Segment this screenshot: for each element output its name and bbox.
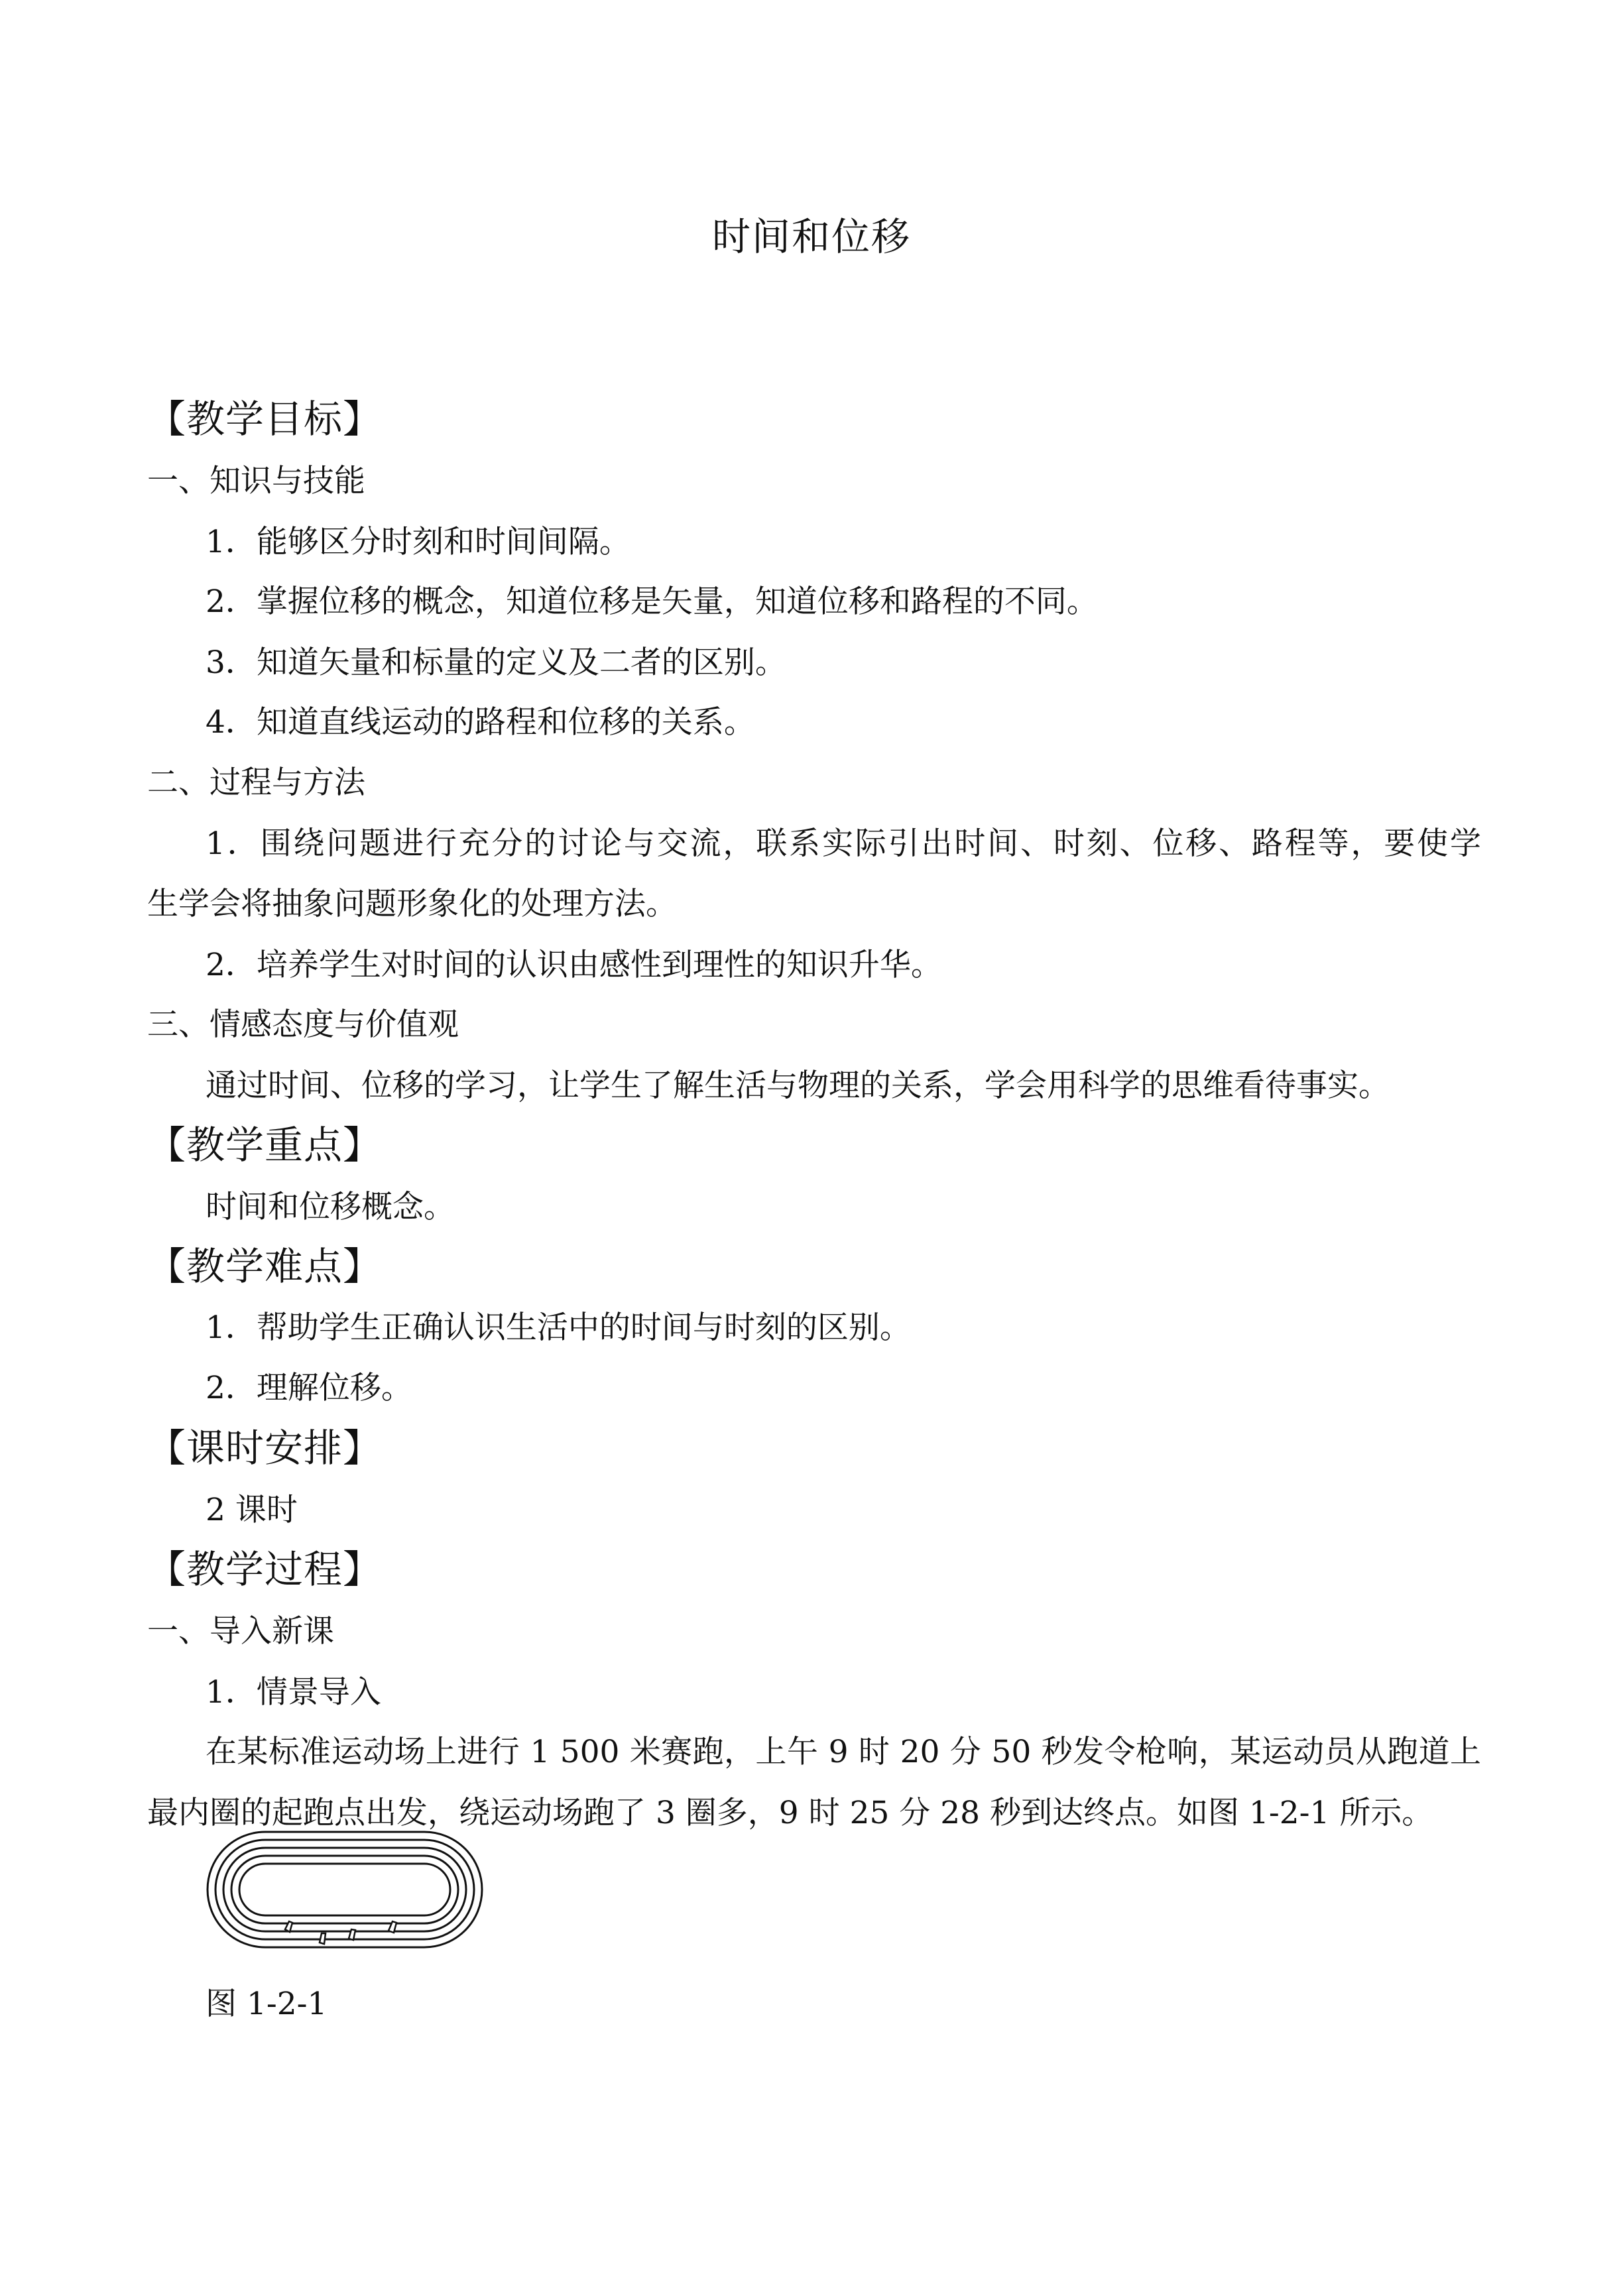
list-item: 2．培养学生对时间的认识由感性到理性的知识升华。 [206, 947, 942, 983]
list-item: 3．知道矢量和标量的定义及二者的区别。 [206, 644, 786, 681]
section-heading-key-points: 【教学重点】 [147, 1122, 383, 1168]
subsection-heading-intro: 一、导入新课 [147, 1613, 334, 1650]
track-lane-outer [208, 1832, 482, 1947]
paragraph-line: 1．围绕问题进行充分的讨论与交流，联系实际引出时间、时刻、位移、路程等，要使学 [206, 825, 1481, 862]
list-item: 1．帮助学生正确认识生活中的时间与时刻的区别。 [206, 1309, 911, 1346]
track-lane [223, 1848, 466, 1931]
subsection-heading-emotion: 三、情感态度与价值观 [147, 1006, 459, 1043]
figure-caption: 图 1-2-1 [206, 1986, 328, 2022]
section-heading-schedule: 【课时安排】 [147, 1425, 383, 1471]
subsection-heading-process: 二、过程与方法 [147, 764, 365, 801]
list-item: 4．知道直线运动的路程和位移的关系。 [206, 704, 755, 741]
page-title: 时间和位移 [711, 214, 911, 259]
list-item: 1．能够区分时刻和时间间隔。 [206, 524, 631, 560]
paragraph: 2 课时 [206, 1492, 298, 1528]
section-heading-objectives: 【教学目标】 [147, 396, 383, 442]
paragraph-line: 生学会将抽象问题形象化的处理方法。 [147, 886, 677, 922]
running-track-figure [206, 1830, 484, 1949]
paragraph-line: 在某标准运动场上进行 1 500 米赛跑，上午 9 时 20 分 50 秒发令枪响，某运动员从跑道上 [206, 1734, 1481, 1770]
paragraph: 通过时间、位移的学习，让学生了解生活与物理的关系，学会用科学的思维看待事实。 [206, 1067, 1390, 1104]
list-item: 2．掌握位移的概念，知道位移是矢量，知道位移和路程的不同。 [206, 583, 1098, 620]
section-heading-difficulties: 【教学难点】 [147, 1244, 383, 1289]
track-lane [231, 1856, 458, 1923]
paragraph: 时间和位移概念。 [206, 1189, 455, 1225]
track-lane-inner [239, 1864, 450, 1915]
subsection-heading-knowledge: 一、知识与技能 [147, 463, 365, 499]
section-heading-teaching-process: 【教学过程】 [147, 1547, 383, 1592]
list-item: 1．情景导入 [206, 1674, 381, 1711]
paragraph-line: 最内圈的起跑点出发，绕运动场跑了 3 圈多，9 时 25 分 28 秒到达终点。如图 1-2-1 所示。 [147, 1795, 1433, 1831]
list-item: 2．理解位移。 [206, 1370, 412, 1406]
runner-mark [320, 1933, 326, 1944]
